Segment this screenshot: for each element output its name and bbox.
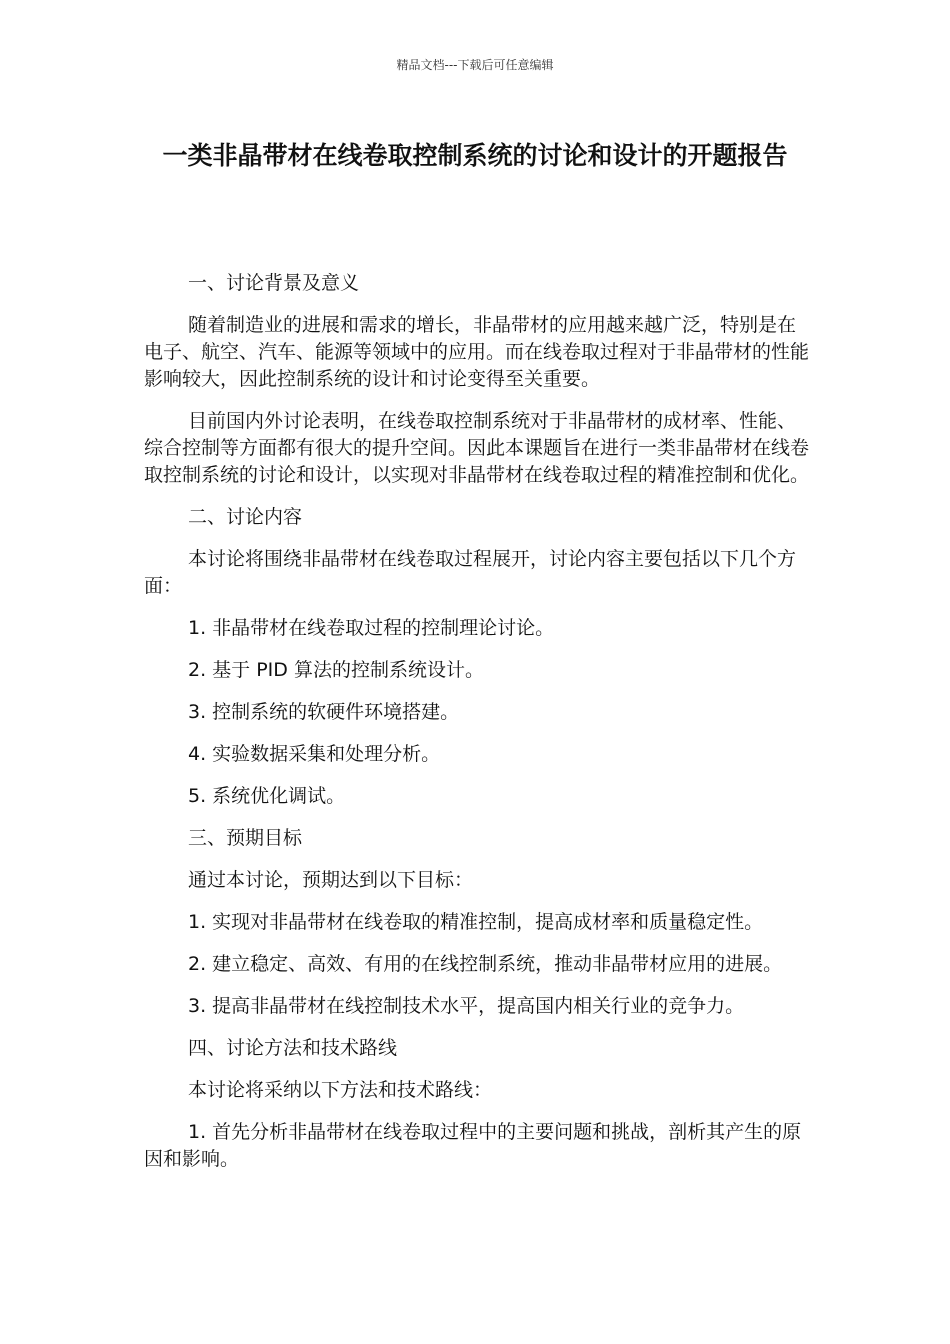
document-body — [144, 270, 810, 1188]
paragraph: 本讨论将围绕非晶带材在线卷取过程展开，讨论内容主要包括以下几个方面： — [144, 548, 797, 597]
list-item: 2. 基于 PID 算法的控制系统设计。 — [188, 659, 484, 681]
section-heading-content: 二、讨论内容 — [188, 506, 303, 528]
paragraph: 随着制造业的进展和需求的增长，非晶带材的应用越来越广泛，特别是在电子、航空、汽车、能源等领域中的应用。而在线卷取过程对于非晶带材的性能影响较大，因此控制系统的设计和讨论变得至关重要。 — [144, 314, 810, 390]
list-item: 4. 实验数据采集和处理分析。 — [188, 743, 441, 765]
list-item: 2. 建立稳定、高效、有用的在线控制系统，推动非晶带材应用的进展。 — [188, 953, 783, 975]
list-item: 1. 非晶带材在线卷取过程的控制理论讨论。 — [188, 617, 555, 639]
paragraph: 通过本讨论，预期达到以下目标： — [188, 869, 474, 891]
section-heading-goals: 三、预期目标 — [188, 827, 303, 849]
section-heading-methods: 四、讨论方法和技术路线 — [188, 1037, 398, 1059]
paragraph: 目前国内外讨论表明，在线卷取控制系统对于非晶带材的成材率、性能、综合控制等方面都有很大的提升空间。因此本课题旨在进行一类非晶带材在线卷取控制系统的讨论和设计，以实现对非晶带材在线卷取过程的精准控制和优化。 — [144, 410, 810, 486]
document-title: 一类非晶带材在线卷取控制系统的讨论和设计的开题报告 — [162, 141, 788, 170]
list-item: 3. 提高非晶带材在线控制技术水平，提高国内相关行业的竞争力。 — [188, 995, 745, 1017]
list-item: 1. 首先分析非晶带材在线卷取过程中的主要问题和挑战，剖析其产生的原因和影响。 — [144, 1121, 802, 1170]
header-watermark: 精品文档---下载后可任意编辑 — [396, 58, 554, 72]
list-item: 3. 控制系统的软硬件环境搭建。 — [188, 701, 460, 723]
list-item: 1. 实现对非晶带材在线卷取的精准控制，提高成材率和质量稳定性。 — [188, 911, 764, 933]
section-heading-background: 一、讨论背景及意义 — [188, 272, 360, 294]
list-item: 5. 系统优化调试。 — [188, 785, 346, 807]
paragraph: 本讨论将采纳以下方法和技术路线： — [188, 1079, 493, 1101]
